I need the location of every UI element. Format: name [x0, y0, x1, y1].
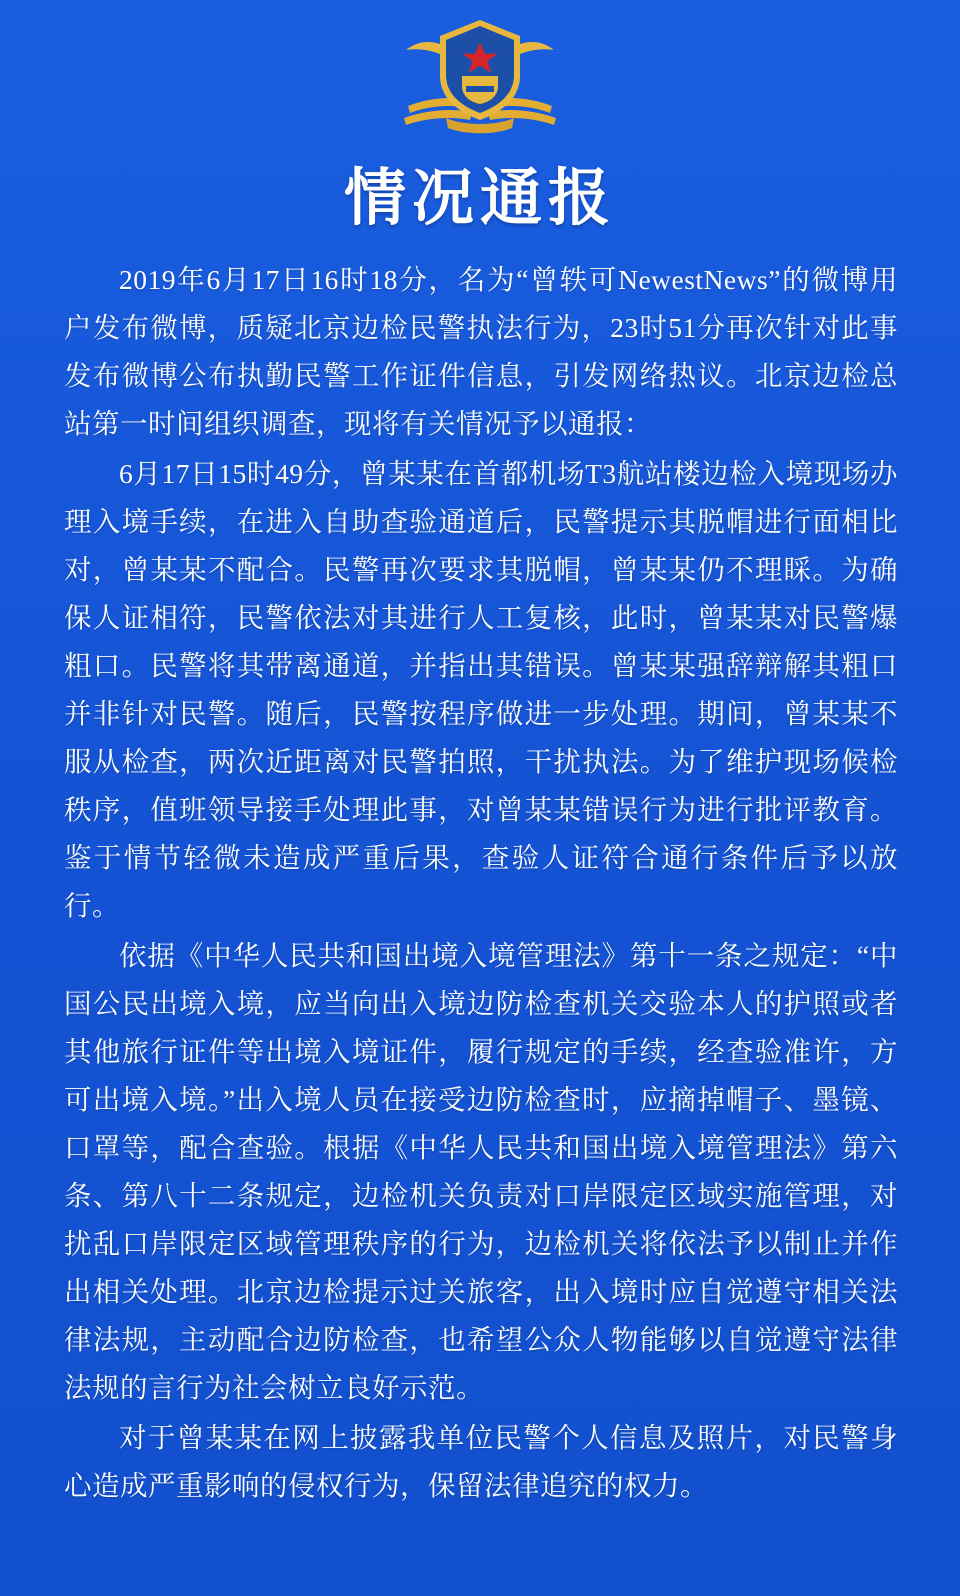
page-title: 情况通报 — [343, 165, 616, 233]
police-emblem-icon — [400, 14, 560, 140]
notice-body — [0, 256, 960, 1510]
emblem-container — [0, 0, 960, 140]
paragraph-1: 2019年6月17日16时18分，名为“曾轶可NewestNews”的微博用户发布微博，质疑北京边检民警执法行为，23时51分再次针对此事发布微博公布执勤民警工作证件信息，引发网络热议。北京边检总站第一时间组织调查，现将有关情况予以通报： — [64, 264, 898, 439]
paragraph-3: 依据《中华人民共和国出境入境管理法》第十一条之规定：“中国公民出境入境，应当向出入境边防检查机关交验本人的护照或者其他旅行证件等出境入境证件，履行规定的手续，经查验准许，方可出境入境。”出入境人员在接受边防检查时，应摘掉帽子、墨镜、口罩等，配合查验。根据《中华人民共和国出境入境管理法》第六条、第八十二条规定，边检机关负责对口岸限定区域实施管理，对扰乱口岸限定区域管理秩序的行为，边检机关将依法予以制止并作出相关处理。北京边检提示过关旅客，出入境时应自觉遵守相关法律法规，主动配合边防检查，也希望公众人物能够以自觉遵守法律法规的言行为社会树立良好示范。 — [64, 940, 898, 1403]
paragraph-4: 对于曾某某在网上披露我单位民警个人信息及照片，对民警身心造成严重影响的侵权行为，保留法律追究的权力。 — [64, 1422, 898, 1501]
paragraph-2: 6月17日15时49分，曾某某在首都机场T3航站楼边检入境现场办理入境手续，在进入自助查验通道后，民警提示其脱帽进行面相比对，曾某某不配合。民警再次要求其脱帽，曾某某仍不理睬。为确保人证相符，民警依法对其进行人工复核，此时，曾某某对民警爆粗口。民警将其带离通道，并指出其错误。曾某某强辞辩解其粗口并非针对民警。随后，民警按程序做进一步处理。期间，曾某某不服从检查，两次近距离对民警拍照，干扰执法。为了维护现场候检秩序，值班领导接手处理此事，对曾某某错误行为进行批评教育。鉴于情节轻微未造成严重后果，查验人证符合通行条件后予以放行。 — [64, 458, 898, 921]
